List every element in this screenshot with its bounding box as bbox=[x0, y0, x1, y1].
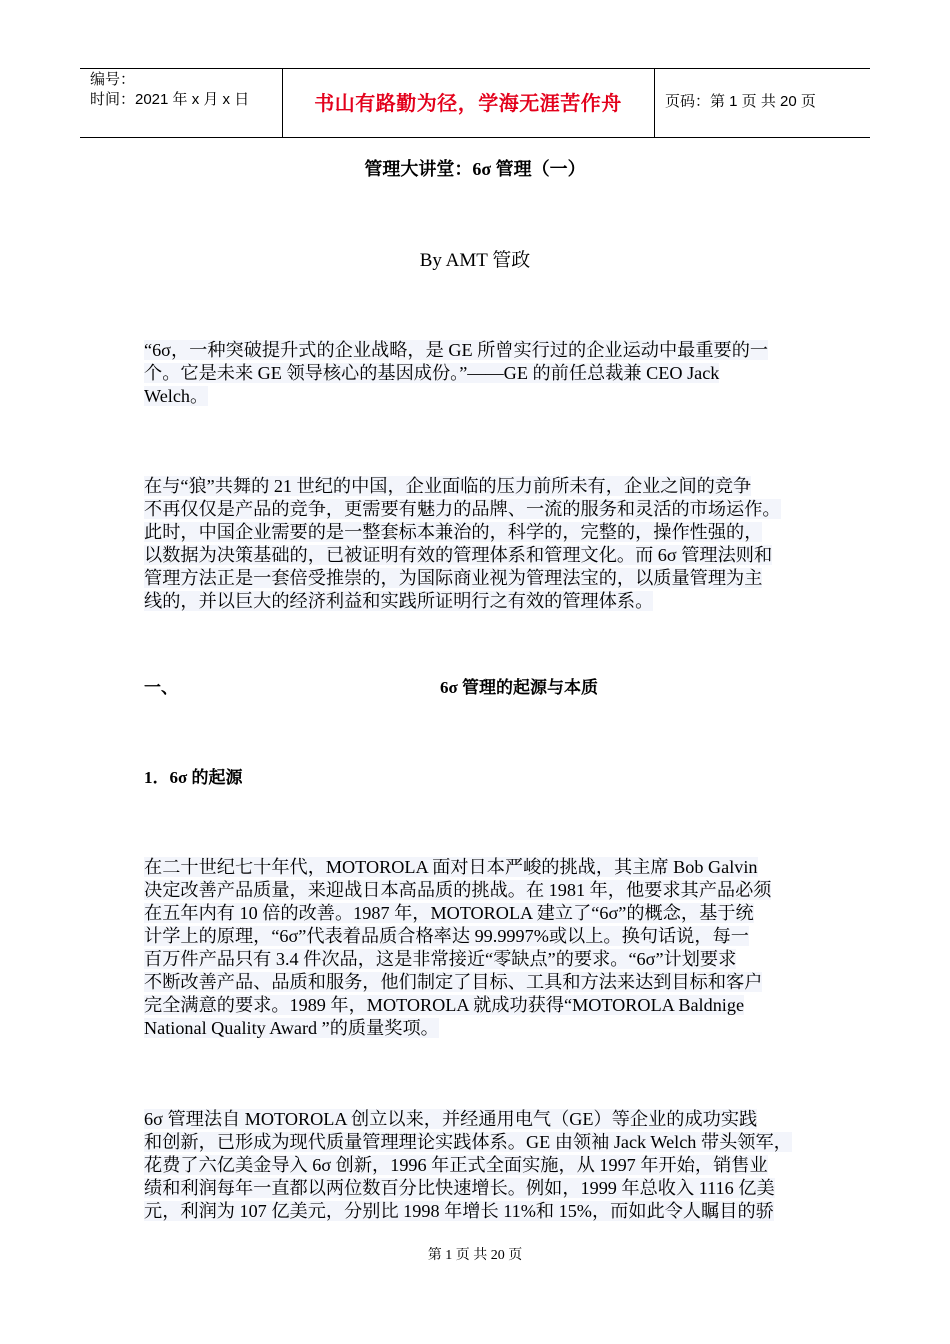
paragraph-line: 百万件产品只有 3.4 件次品，这是非常接近“零缺点”的要求。“6σ”计划要求 bbox=[144, 949, 737, 969]
paragraph-line: 决定改善产品质量，来迎战日本高品质的挑战。在 1981 年，他要求其产品必须 bbox=[144, 880, 772, 900]
paragraph-line: 线的，并以巨大的经济利益和实践所证明行之有效的管理体系。 bbox=[144, 591, 654, 611]
paragraph-line: Welch。 bbox=[144, 386, 209, 406]
paragraph-line: 在二十世纪七十年代，MOTOROLA 面对日本严峻的挑战，其主席 Bob Galvin bbox=[144, 857, 758, 877]
paragraph-line: 花费了六亿美金导入 6σ 创新，1996 年正式全面实施，从 1997 年开始，销售业 bbox=[144, 1155, 768, 1175]
date-label: 时间：2021 年 x 月 x 日 bbox=[90, 91, 250, 108]
header-info-cell bbox=[80, 69, 283, 137]
ge-paragraph bbox=[144, 1108, 812, 1223]
paragraph-line: 6σ 管理法自 MOTOROLA 创立以来，并经通用电气（GE）等企业的成功实践 bbox=[144, 1109, 758, 1129]
paragraph-line: 不再仅仅是产品的竞争，更需要有魅力的品牌、一流的服务和灵活的市场运作。 bbox=[144, 499, 781, 519]
paragraph-line: 不断改善产品、品质和服务，他们制定了目标、工具和方法来达到目标和客户 bbox=[144, 972, 763, 992]
paragraph-line: 计学上的原理，“6σ”代表着品质合格率达 99.9997%或以上。换句话说，每一 bbox=[144, 926, 749, 946]
paragraph-line: 在与“狼”共舞的 21 世纪的中国，企业面临的压力前所未有，企业之间的竞争 bbox=[144, 476, 752, 496]
page-footer: 第 1 页 共 20 页 bbox=[427, 1248, 523, 1263]
paragraph-line: “6σ，一种突破提升式的企业战略，是 GE 所曾实行过的企业运动中最重要的一 bbox=[144, 340, 769, 360]
paragraph-line: 以数据为决策基础的，已被证明有效的管理体系和管理文化。而 6σ 管理法则和 bbox=[144, 545, 773, 565]
paragraph-line: 在五年内有 10 倍的改善。1987 年，MOTOROLA 建立了“6σ”的概念，基于统 bbox=[144, 903, 754, 923]
page-header-table bbox=[80, 68, 870, 138]
code-label: 编号： bbox=[90, 71, 136, 88]
header-page-cell bbox=[655, 69, 870, 137]
author-byline: By AMT 管政 bbox=[419, 250, 531, 271]
document-title: 管理大讲堂：6σ 管理（一） bbox=[364, 159, 586, 179]
quote-paragraph bbox=[144, 339, 812, 408]
intro-paragraph bbox=[144, 475, 812, 613]
header-motto-cell bbox=[282, 69, 655, 137]
paragraph-line: 完全满意的要求。1989 年，MOTOROLA 就成功获得“MOTOROLA Baldnige bbox=[144, 995, 745, 1015]
motto-text: 书山有路勤为径，学海无涯苦作舟 bbox=[314, 91, 622, 115]
paragraph-line: 个。它是未来 GE 领导核心的基因成份。”——GE 的前任总裁兼 CEO Jack bbox=[144, 363, 720, 383]
paragraph-line: 和创新，已形成为现代质量管理理论实践体系。GE 由领袖 Jack Welch 带头领军， bbox=[144, 1132, 792, 1152]
section-number: 一、 bbox=[144, 678, 178, 697]
paragraph-line: 绩和利润每年一直都以两位数百分比快速增长。例如，1999 年总收入 1116 亿美 bbox=[144, 1178, 775, 1198]
subsection-heading: 1．6σ 的起源 bbox=[144, 768, 243, 787]
paragraph-line: 元，利润为 107 亿美元，分别比 1998 年增长 11%和 15%，而如此令人瞩目的骄 bbox=[144, 1201, 774, 1221]
paragraph-line: National Quality Award ”的质量奖项。 bbox=[144, 1018, 439, 1038]
paragraph-line: 此时，中国企业需要的是一整套标本兼治的，科学的，完整的，操作性强的， bbox=[144, 522, 763, 542]
header-page-info: 页码：第 1 页 共 20 页 bbox=[665, 93, 816, 110]
paragraph-line: 管理方法正是一套倍受推崇的，为国际商业视为管理法宝的，以质量管理为主 bbox=[144, 568, 763, 588]
origin-paragraph bbox=[144, 856, 812, 1040]
section-heading: 6σ 管理的起源与本质 bbox=[440, 678, 598, 697]
